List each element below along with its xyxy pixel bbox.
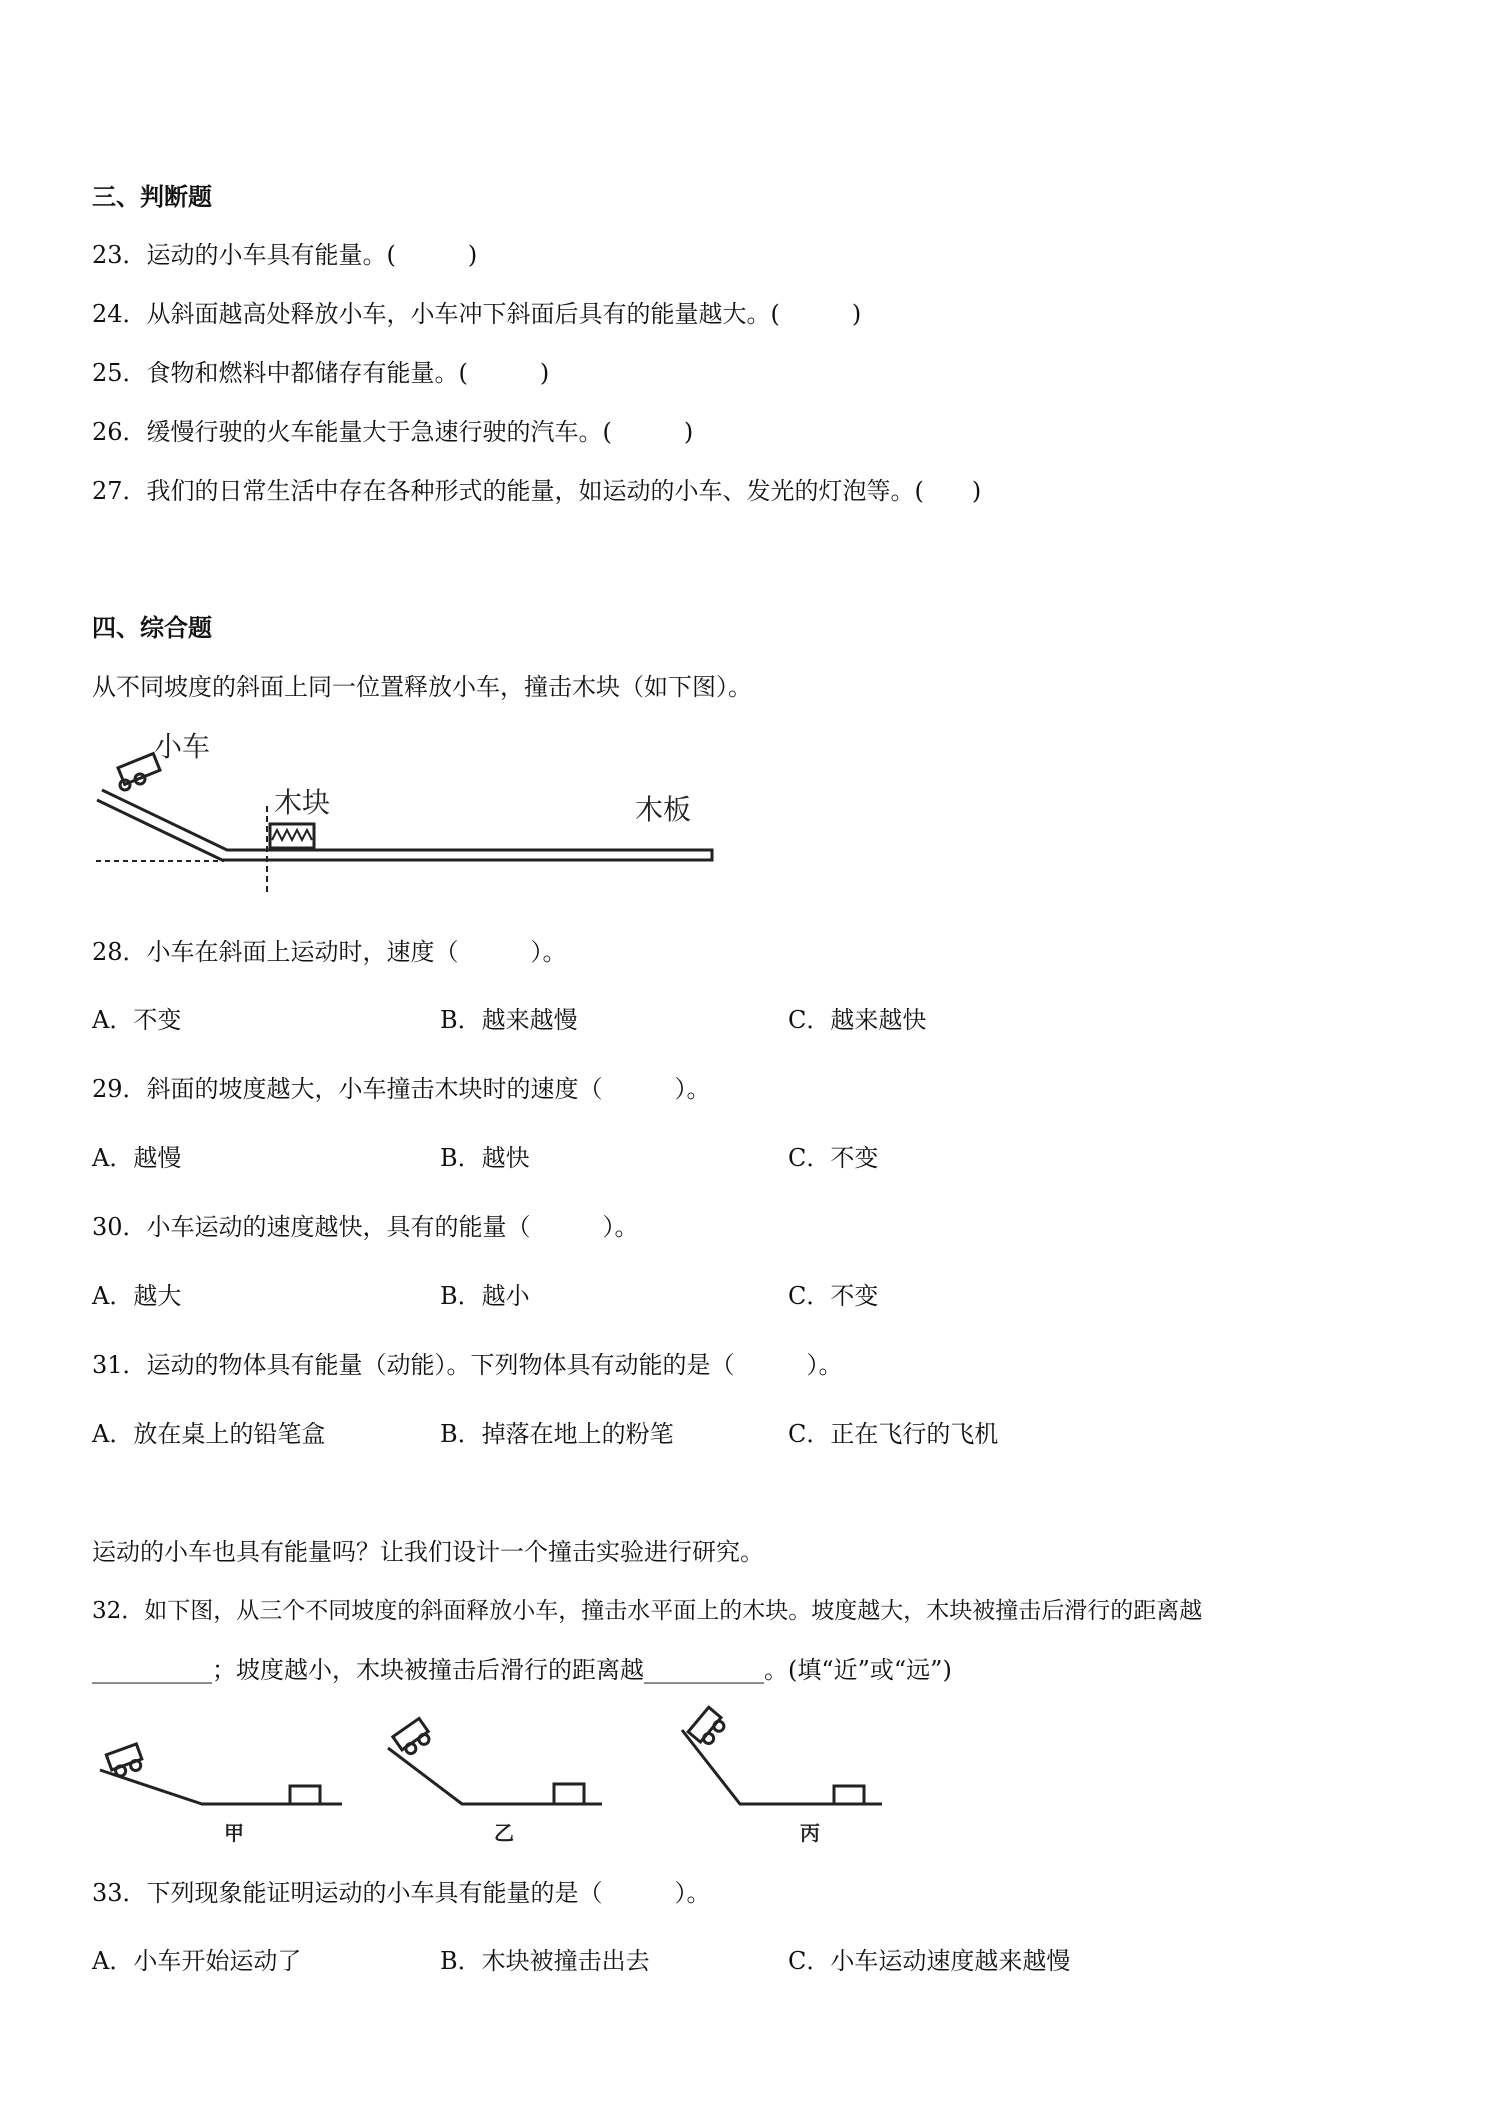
- q29-option-a[interactable]: A．越慢: [92, 1144, 182, 1172]
- section-3-heading: 三、判断题: [92, 183, 212, 211]
- question-32-line-1: 32．如下图，从三个不同坡度的斜面释放小车，撞击水平面上的木块。坡度越大，木块被撞击后滑行的距离越: [92, 1598, 1203, 1624]
- question-28: 28．小车在斜面上运动时，速度（ ）。: [92, 938, 567, 966]
- q33-option-b[interactable]: B．木块被撞击出去: [440, 1947, 650, 1975]
- q30-option-a[interactable]: A．越大: [92, 1282, 182, 1310]
- block-shape: [270, 824, 314, 848]
- label-bing: 丙: [800, 1821, 820, 1845]
- question-25: 25．食物和燃料中都储存有能量。( ): [92, 359, 550, 387]
- q28-option-a[interactable]: A．不变: [92, 1006, 182, 1034]
- section-4-intro-2: 运动的小车也具有能量吗？让我们设计一个撞击实验进行研究。: [92, 1538, 764, 1566]
- ramp-yi: [388, 1718, 602, 1845]
- label-jia: 甲: [224, 1821, 244, 1845]
- three-ramps-figure: [92, 1708, 892, 1848]
- q31-option-b[interactable]: B．掉落在地上的粉笔: [440, 1420, 674, 1448]
- q28-option-b[interactable]: B．越来越慢: [440, 1006, 578, 1034]
- question-24: 24．从斜面越高处释放小车，小车冲下斜面后具有的能量越大。( ): [92, 300, 862, 328]
- section-4-heading: 四、综合题: [92, 614, 212, 642]
- question-31: 31．运动的物体具有能量（动能）。下列物体具有动能的是（ ）。: [92, 1351, 843, 1379]
- q30-option-c[interactable]: C．不变: [788, 1282, 879, 1310]
- label-block: 木块: [274, 786, 331, 819]
- label-car: 小车: [154, 730, 211, 763]
- question-26: 26．缓慢行驶的火车能量大于急速行驶的汽车。( ): [92, 418, 694, 446]
- section-4-intro: 从不同坡度的斜面上同一位置释放小车，撞击木块（如下图）。: [92, 673, 752, 701]
- q29-option-c[interactable]: C．不变: [788, 1144, 879, 1172]
- question-33: 33．下列现象能证明运动的小车具有能量的是（ ）。: [92, 1879, 711, 1907]
- ramp-jia: [100, 1744, 342, 1845]
- q31-option-c[interactable]: C．正在飞行的飞机: [788, 1420, 999, 1448]
- question-30: 30．小车运动的速度越快，具有的能量（ ）。: [92, 1213, 639, 1241]
- q33-option-c[interactable]: C．小车运动速度越来越慢: [788, 1947, 1071, 1975]
- q33-option-a[interactable]: A．小车开始运动了: [92, 1947, 302, 1975]
- question-23: 23．运动的小车具有能量。( ): [92, 241, 478, 269]
- question-27: 27．我们的日常生活中存在各种形式的能量，如运动的小车、发光的灯泡等。( ): [92, 477, 982, 505]
- label-yi: 乙: [494, 1821, 514, 1845]
- question-29: 29．斜面的坡度越大，小车撞击木块时的速度（ ）。: [92, 1075, 711, 1103]
- q29-option-b[interactable]: B．越快: [440, 1144, 530, 1172]
- q30-option-b[interactable]: B．越小: [440, 1282, 530, 1310]
- label-board: 木板: [635, 793, 692, 826]
- question-32-line-2: __________；坡度越小，木块被撞击后滑行的距离越__________。(填“近”或“远”): [92, 1656, 952, 1684]
- q28-option-c[interactable]: C．越来越快: [788, 1006, 927, 1034]
- ramp-figure: [92, 728, 732, 898]
- ramp-bing: [682, 1707, 882, 1845]
- q31-option-a[interactable]: A．放在桌上的铅笔盒: [92, 1420, 326, 1448]
